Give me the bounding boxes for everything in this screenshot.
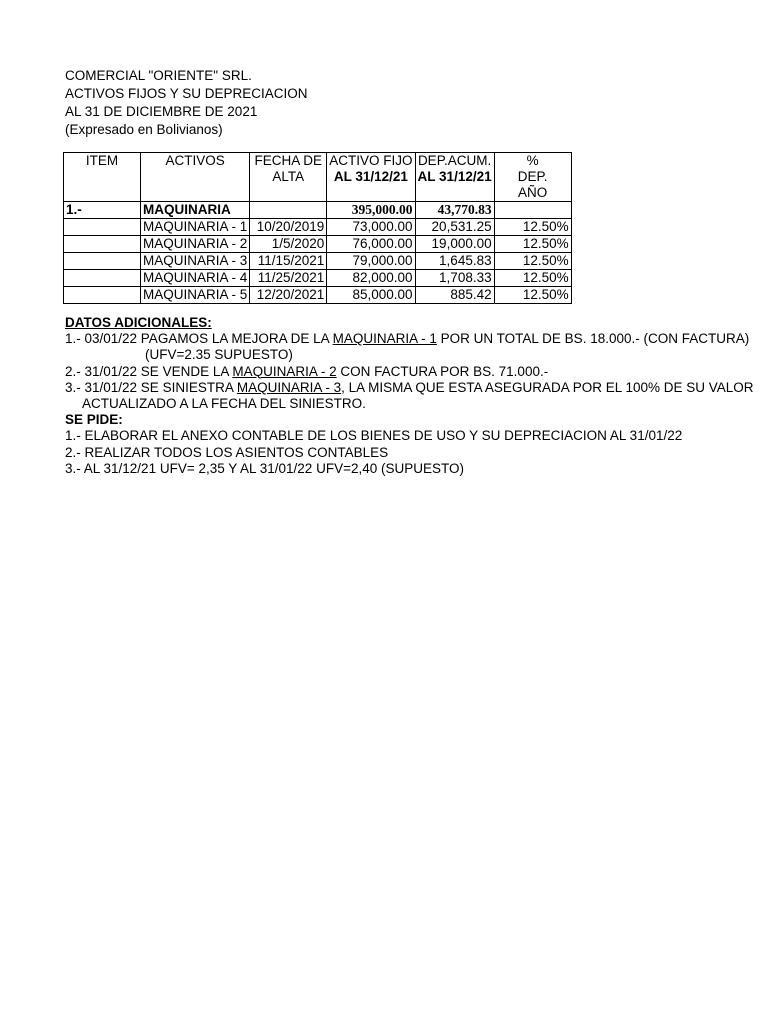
note-1-continued: (UFV=2.35 SUPUESTO) [145, 347, 293, 363]
asset-name: MAQUINARIA - 4 [141, 270, 250, 287]
asset-dep: 1,645.83 [415, 253, 494, 270]
additional-notes [65, 315, 754, 477]
asset-fecha: 11/25/2021 [250, 270, 327, 287]
asset-fecha: 10/20/2019 [250, 219, 327, 236]
task-3: 3.- AL 31/12/21 UFV= 2,35 Y AL 31/01/22 UFV=2,40 (SUPUESTO) [65, 460, 464, 476]
table-row [64, 219, 572, 236]
asset-fecha: 1/5/2020 [250, 236, 327, 253]
document-header [65, 67, 308, 139]
group-dep-total: 43,770.83 [415, 202, 494, 219]
asset-name: MAQUINARIA - 3 [141, 253, 250, 270]
header-dep-acum: DEP.ACUM. AL 31/12/21 [415, 153, 494, 202]
asset-activo: 82,000.00 [327, 270, 415, 287]
asset-fecha: 11/15/2021 [250, 253, 327, 270]
table-row [64, 287, 572, 304]
table-row [64, 270, 572, 287]
asset-dep: 19,000.00 [415, 236, 494, 253]
asset-activo: 76,000.00 [327, 236, 415, 253]
asset-activo: 73,000.00 [327, 219, 415, 236]
group-pct [494, 202, 571, 219]
header-fecha: FECHA DE ALTA [250, 153, 327, 202]
group-row [64, 202, 572, 219]
group-fecha [250, 202, 327, 219]
datos-adicionales-title: DATOS ADICIONALES: [65, 315, 212, 330]
header-item: ITEM [64, 153, 141, 202]
asset-dep: 885.42 [415, 287, 494, 304]
asset-pct: 12.50% [494, 253, 571, 270]
group-name: MAQUINARIA [141, 202, 250, 219]
asset-dep: 1,708.33 [415, 270, 494, 287]
asset-name: MAQUINARIA - 5 [141, 287, 250, 304]
report-date: AL 31 DE DICIEMBRE DE 2021 [65, 104, 258, 119]
table-row [64, 236, 572, 253]
group-item: 1.- [64, 202, 141, 219]
asset-activo: 85,000.00 [327, 287, 415, 304]
asset-activo: 79,000.00 [327, 253, 415, 270]
header-activos: ACTIVOS [141, 153, 250, 202]
asset-pct: 12.50% [494, 236, 571, 253]
note-2: 2.- 31/01/22 SE VENDE LA MAQUINARIA - 2 CON FACTURA POR BS. 71.000.- [65, 363, 549, 379]
table-header-row [64, 153, 572, 202]
asset-fecha: 12/20/2021 [250, 287, 327, 304]
table-row [64, 253, 572, 270]
header-activo-fijo: ACTIVO FIJO AL 31/12/21 [327, 153, 415, 202]
asset-name: MAQUINARIA - 1 [141, 219, 250, 236]
asset-pct: 12.50% [494, 219, 571, 236]
task-1: 1.- ELABORAR EL ANEXO CONTABLE DE LOS BIENES DE USO Y SU DEPRECIACION AL 31/01/22 [65, 428, 683, 444]
asset-pct: 12.50% [494, 287, 571, 304]
asset-name: MAQUINARIA - 2 [141, 236, 250, 253]
note-3: 3.- 31/01/22 SE SINIESTRA MAQUINARIA - 3, LA MISMA QUE ESTA ASEGURADA POR EL 100% DE SU VALOR [65, 379, 754, 395]
asset-pct: 12.50% [494, 270, 571, 287]
note-3-continued: ACTUALIZADO A LA FECHA DEL SINIESTRO. [82, 396, 366, 412]
task-2: 2.- REALIZAR TODOS LOS ASIENTOS CONTABLES [65, 444, 389, 460]
fixed-assets-table [63, 152, 572, 304]
company-name: COMERCIAL "ORIENTE" SRL. [65, 68, 252, 83]
note-1: 1.- 03/01/22 PAGAMOS LA MEJORA DE LA MAQUINARIA - 1 POR UN TOTAL DE BS. 18.000.- (CON FACTURA) [65, 331, 750, 347]
asset-dep: 20,531.25 [415, 219, 494, 236]
report-title: ACTIVOS FIJOS Y SU DEPRECIACION [65, 86, 308, 101]
header-pct-dep: % DEP. AÑO [494, 153, 571, 202]
currency-note: (Expresado en Bolivianos) [65, 122, 223, 137]
group-activo-total: 395,000.00 [327, 202, 415, 219]
se-pide-title: SE PIDE: [65, 412, 123, 428]
